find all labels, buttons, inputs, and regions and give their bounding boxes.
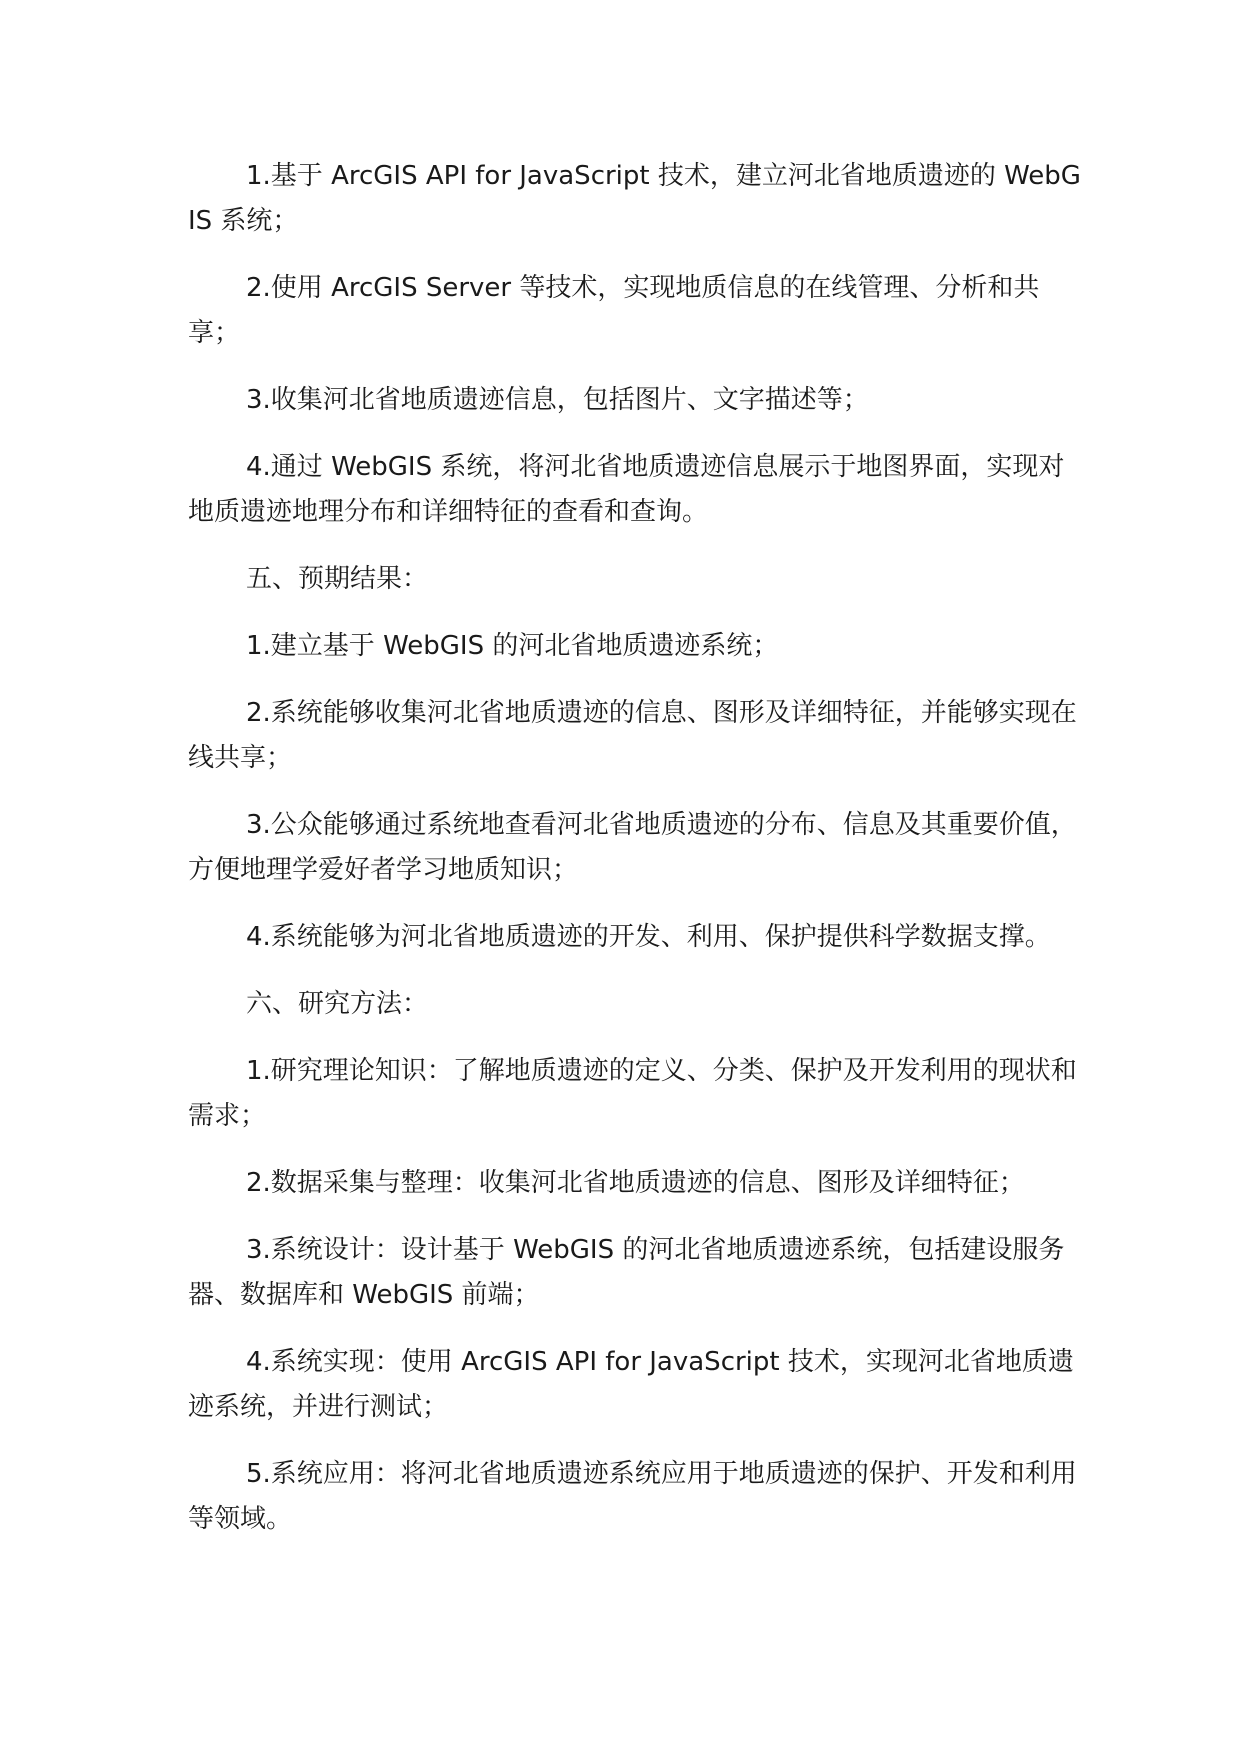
paragraph-method-3: 3.系统设计：设计基于 WebGIS 的河北省地质遗迹系统，包括建设服务器、数据库和 WebGIS 前端； (188, 1235, 1065, 1310)
paragraph-method-5: 5.系统应用：将河北省地质遗迹系统应用于地质遗迹的保护、开发和利用等领域。 (188, 1459, 1077, 1534)
document-body (188, 154, 1088, 1564)
paragraph-result-3: 3.公众能够通过系统地查看河北省地质遗迹的分布、信息及其重要价值，方便地理学爱好者学习地质知识； (188, 810, 1077, 885)
paragraph-method-2: 2.数据采集与整理：收集河北省地质遗迹的信息、图形及详细特征； (246, 1168, 1025, 1198)
paragraph-objective-3: 3.收集河北省地质遗迹信息，包括图片、文字描述等； (246, 385, 869, 415)
paragraph-result-4: 4.系统能够为河北省地质遗迹的开发、利用、保护提供科学数据支撑。 (246, 922, 1051, 952)
paragraph-method-4: 4.系统实现：使用 ArcGIS API for JavaScript 技术，实现河北省地质遗迹系统，并进行测试； (188, 1347, 1074, 1422)
paragraph-objective-1: 1.基于 ArcGIS API for JavaScript 技术，建立河北省地质遗迹的 WebGIS 系统； (188, 161, 1081, 236)
paragraph-result-1: 1.建立基于 WebGIS 的河北省地质遗迹系统； (246, 631, 779, 661)
paragraph-result-2: 2.系统能够收集河北省地质遗迹的信息、图形及详细特征，并能够实现在线共享； (188, 698, 1077, 773)
paragraph-method-1: 1.研究理论知识：了解地质遗迹的定义、分类、保护及开发利用的现状和需求； (188, 1056, 1077, 1131)
section-heading-expected-results: 五、预期结果： (246, 564, 429, 594)
paragraph-objective-2: 2.使用 ArcGIS Server 等技术，实现地质信息的在线管理、分析和共享； (188, 273, 1040, 348)
paragraph-objective-4: 4.通过 WebGIS 系统，将河北省地质遗迹信息展示于地图界面，实现对地质遗迹地理分布和详细特征的查看和查询。 (188, 452, 1065, 527)
section-heading-research-methods: 六、研究方法： (246, 989, 429, 1019)
